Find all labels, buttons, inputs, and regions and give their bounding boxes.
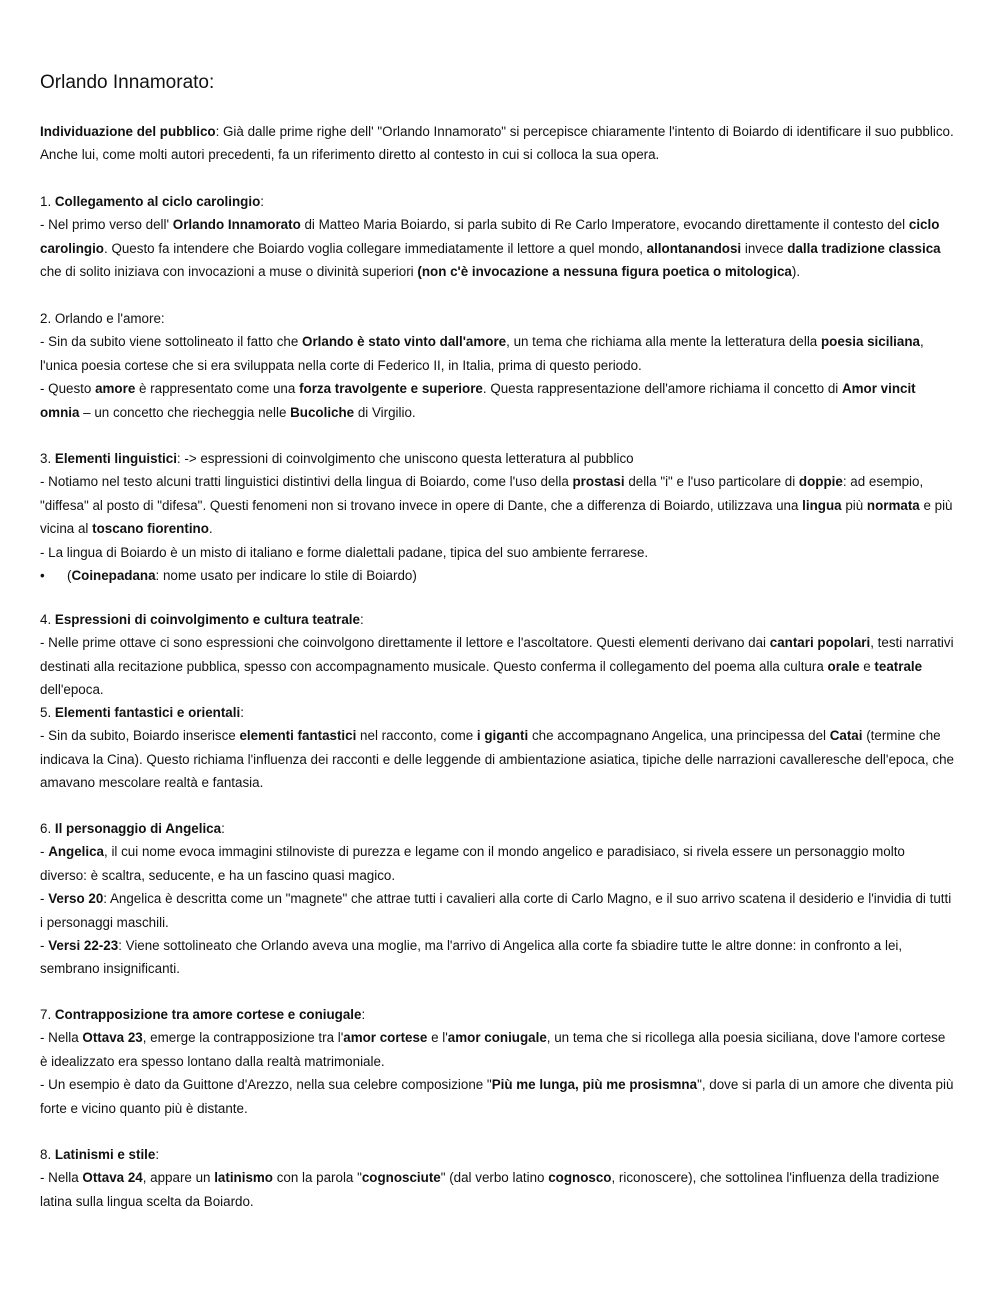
section-2-paragraph-1: - Sin da subito viene sottolineato il fatto che Orlando è stato vinto dall'amore, un tema che richiama alla mente la letteratura della poesia siciliana, l'unica poesia cortese che si era sviluppata nella corte di Federico II, in Italia, prima di questo periodo.: [40, 334, 924, 373]
section-6-paragraph-1: - Angelica, il cui nome evoca immagini stilnoviste di purezza e legame con il mondo angelico e paradisiaco, si rivela essere un personaggio molto diverso: è scaltra, seducente, e ha un fascino quasi magico.: [40, 844, 905, 883]
section-2-paragraph-2: - Questo amore è rappresentato come una forza travolgente e superiore. Questa rappresentazione dell'amore richiama il concetto di Amor vincit omnia – un concetto che riecheggia nelle Bucoliche di Virgilio.: [40, 381, 916, 420]
section-6-paragraph-2: - Verso 20: Angelica è descritta come un "magnete" che attrae tutti i cavalieri alla corte di Carlo Magno, e il suo arrivo scatena il desiderio e l'invidia di tutti i personaggi maschili.: [40, 891, 952, 930]
section-3-bullet: • (Coinepadana: nome usato per indicare lo stile di Boiardo): [40, 564, 955, 587]
section-5-paragraph: - Sin da subito, Boiardo inserisce elementi fantastici nel racconto, come i giganti che accompagnano Angelica, una principessa del Catai (termine che indicava la Cina). Questo richiama l'influenza dei racconti e delle leggende di ambientazione asiatica, tipiche delle narrazioni cavalleresche dell'epoca, che amavano mescolare realtà e fantasia.: [40, 728, 954, 791]
section-8: [40, 1143, 955, 1213]
intro-section: [40, 120, 955, 167]
section-2: [40, 307, 955, 424]
section-8-heading: 8. Latinismi e stile:: [40, 1147, 160, 1162]
section-6-paragraph-3: - Versi 22-23: Viene sottolineato che Orlando aveva una moglie, ma l'arrivo di Angelica alla corte fa sbiadire tutte le altre donne: in confronto a lei, sembrano insignificanti.: [40, 938, 903, 977]
intro-paragraph: Individuazione del pubblico: Già dalle prime righe dell' "Orlando Innamorato" si percepisce chiaramente l'intento di Boiardo di identificare il suo pubblico. Anche lui, come molti autori precedenti, fa un riferimento diretto al contesto in cui si colloca la sua opera.: [40, 124, 954, 163]
section-3-paragraph-2: - La lingua di Boiardo è un misto di italiano e forme dialettali padane, tipica del suo ambiente ferrarese.: [40, 544, 649, 560]
section-1-heading: 1. Collegamento al ciclo carolingio:: [40, 194, 264, 209]
section-3: [40, 447, 955, 587]
section-6-heading: 6. Il personaggio di Angelica:: [40, 821, 225, 836]
section-1-paragraph: - Nel primo verso dell' Orlando Innamorato di Matteo Maria Boiardo, si parla subito di Re Carlo Imperatore, evocando direttamente il contesto del ciclo carolingio. Questo fa intendere che Boiardo voglia collegare immediatamente il lettore a quel mondo, allontanandosi invece dalla tradizione classica che di solito iniziava con invocazioni a muse o divinità superiori (non c'è invocazione a nessuna figura poetica o mitologica).: [40, 217, 941, 280]
section-2-heading: 2. Orlando e l'amore:: [40, 311, 165, 326]
section-7-paragraph-2: - Un esempio è dato da Guittone d'Arezzo, nella sua celebre composizione "Più me lunga, più me prosismna", dove si parla di un amore che diventa più forte e vicino quanto più è distante.: [40, 1077, 954, 1116]
section-5-heading: 5. Elementi fantastici e orientali:: [40, 705, 244, 720]
section-3-heading: 3. Elementi linguistici: -> espressioni di coinvolgimento che uniscono questa letteratura al pubblico: [40, 451, 634, 466]
section-4-paragraph: - Nelle prime ottave ci sono espressioni che coinvolgono direttamente il lettore e l'ascoltatore. Questi elementi derivano dai cantari popolari, testi narrativi destinati alla recitazione pubblica, spesso con accompagnamento musicale. Questo conferma il collegamento del poema alla cultura orale e teatrale dell'epoca.: [40, 635, 954, 698]
section-1: [40, 190, 955, 284]
section-8-paragraph: - Nella Ottava 24, appare un latinismo con la parola "cognosciute" (dal verbo latino cognosco, riconoscere), che sottolinea l'influenza della tradizione latina sulla lingua scelta da Boiardo.: [40, 1170, 940, 1209]
section-6: [40, 817, 955, 981]
bullet-icon: •: [40, 568, 45, 584]
section-3-paragraph-1: - Notiamo nel testo alcuni tratti linguistici distintivi della lingua di Boiardo, come l'uso della prostasi della "i" e l'uso particolare di doppie: ad esempio, "diffesa" al posto di "difesa". Questi fenomeni non si trovano invece in opere di Dante, che a differenza di Boiardo, utilizzava una lingua più normata e più vicina al toscano fiorentino.: [40, 474, 953, 537]
section-4: [40, 608, 955, 702]
section-7: [40, 1003, 955, 1120]
section-5: [40, 701, 955, 795]
section-7-paragraph-1: - Nella Ottava 23, emerge la contrapposizione tra l'amor cortese e l'amor coniugale, un tema che si ricollega alla poesia siciliana, dove l'amore cortese è idealizzato era spesso lontano dalla realtà matrimoniale.: [40, 1030, 946, 1069]
page-title: Orlando Innamorato:: [40, 72, 215, 93]
section-4-heading: 4. Espressioni di coinvolgimento e cultura teatrale:: [40, 612, 364, 627]
intro-label: Individuazione del pubblico: [40, 124, 216, 139]
section-7-heading: 7. Contrapposizione tra amore cortese e coniugale:: [40, 1007, 366, 1022]
